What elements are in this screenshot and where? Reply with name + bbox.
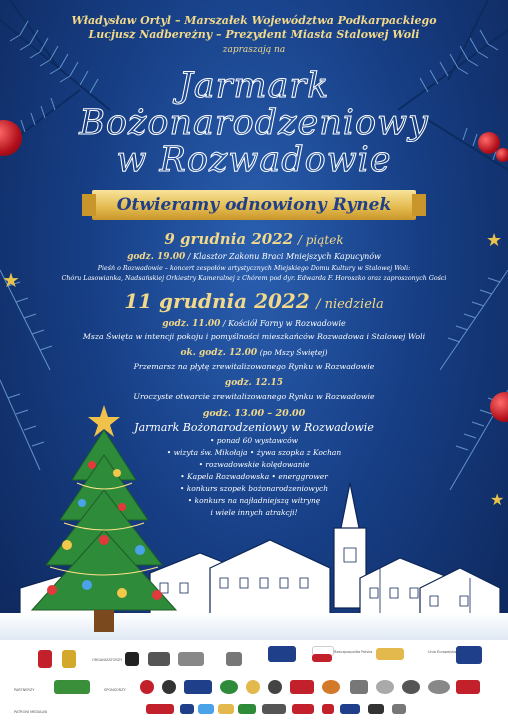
media-label: PATRONI MEDIALNI (14, 710, 48, 714)
day2-date: 11 grudnia 2022 (124, 289, 310, 313)
day2-e2-note: (po Mszy Świętej) (259, 348, 328, 357)
sponsor-logo (428, 680, 450, 694)
day1-time: godz. 19.00 (127, 252, 186, 262)
sponsor-logo (220, 680, 238, 694)
day2-event-1 (0, 319, 508, 329)
sponsor-logo (184, 680, 212, 694)
logo (148, 652, 170, 666)
day2-e3-time: godz. 12.15 (224, 378, 284, 388)
eu-text: Unia Europejska (428, 650, 457, 654)
media-logo (292, 704, 314, 714)
day1-date: 9 grudnia 2022 (164, 230, 294, 248)
day1-desc-2: Chóru Lasowianka, Nadsańskiej Orkiestry Kameralnej z Chórem pod dyr. Edwarda F. Horoszko oraz zaproszonych Gości (61, 275, 447, 282)
list-item: • wizyta św. Mikołaja • żywa szopka z Kochan (166, 448, 342, 457)
bank-logo (54, 680, 90, 694)
sponsor-logo (162, 680, 176, 694)
sponsor-logo (402, 680, 420, 694)
rp-flag-logo (312, 654, 332, 662)
day2-e1-time: godz. 11.00 (162, 319, 221, 329)
title-line-1: Jarmark (178, 66, 330, 106)
sponsor-logo (456, 680, 480, 694)
sponsor-logo (268, 680, 282, 694)
christmas-tree (22, 395, 192, 640)
hosts (0, 14, 508, 42)
host-marshal: Władysław Ortyl – Marszałek Województwa Podkarpackiego (71, 14, 437, 27)
museum-logo (178, 652, 204, 666)
day2-event-2 (0, 348, 508, 358)
ribbon-text: Otwieramy odnowiony Rynek (116, 195, 392, 215)
sponsor-logo (376, 680, 394, 694)
day1-desc-1: Pieśń o Rozwadowie – koncert zespołów artystycznych Miejskiego Domu Kultury w Stalowej Woli: (97, 265, 411, 272)
media-logo (180, 704, 194, 714)
media-logo (262, 704, 286, 714)
gold-star-icon: ★ (486, 230, 503, 251)
day2-e4-time: godz. 13.00 – 20.00 (202, 408, 306, 419)
media-logo (218, 704, 234, 714)
sponsor-logo (290, 680, 314, 694)
list-item: i wiele innych atrakcji! (210, 508, 298, 517)
list-item: • Kapela Rozwadowska • energgrower (180, 472, 328, 481)
logo (226, 652, 242, 666)
host-president: Lucjusz Nadbereżny – Prezydent Miasta Stalowej Woli (88, 28, 420, 41)
media-logo (238, 704, 256, 714)
sponsors-footer (0, 640, 508, 720)
media-logo (198, 704, 214, 714)
gold-star-icon: ★ (490, 490, 505, 509)
list-item: • ponad 60 wystawców (209, 436, 299, 445)
day2-e2-desc: Przemarsz na płytę zrewitalizowanego Rynku w Rozwadowie (133, 362, 375, 371)
day2-e1-place: / Kościół Farny w Rozwadowie (222, 319, 346, 328)
title-line-3: w Rozwadowie (116, 140, 392, 180)
coat-of-arms-logo (62, 650, 76, 668)
day1-heading (0, 230, 508, 248)
podkarpackie-logo (376, 648, 404, 660)
sponsor-logo (322, 680, 340, 694)
day2-e1-desc: Msza Święta w intencji pokoju i pomyślności mieszkańców Rozwadowa i Stalowej Woli (82, 332, 426, 341)
media-logo (146, 704, 174, 714)
day1-place: / Klasztor Zakonu Braci Mniejszych Kapucynów (187, 252, 381, 261)
media-logo (340, 704, 360, 714)
list-item: • rozwadowskie kolędowanie (198, 460, 310, 469)
ribbon-banner (92, 190, 416, 220)
rp-text: Rzeczpospolita Polska (334, 650, 373, 654)
sponsor-logo (246, 680, 260, 694)
mdk-logo (125, 652, 139, 666)
media-logo (322, 704, 334, 714)
sponsor-logo (350, 680, 368, 694)
day2-e4-title: Jarmark Bożonarodzeniowy w Rozwadowie (134, 421, 374, 434)
event-title (0, 68, 508, 179)
sponsor-logo (140, 680, 154, 694)
invite-text: zapraszają na (222, 45, 286, 55)
day2-heading (0, 289, 508, 313)
title-line-2: Bożonarodzeniowy (79, 103, 429, 143)
gold-star-icon: ★ (2, 268, 20, 292)
list-item: • konkurs szopek bożonarodzeniowych (179, 484, 329, 493)
partners-label: PARTNERZY (14, 688, 35, 692)
day1-event (0, 252, 508, 262)
sponsors-label: SPONSORZY (104, 688, 126, 692)
coat-of-arms-logo (38, 650, 52, 668)
eu-flag-logo (456, 646, 482, 664)
media-logo (392, 704, 406, 714)
day2-weekday: / niedziela (316, 297, 384, 312)
organizers-label: ORGANIZATORZY (92, 658, 123, 662)
list-item: • konkurs na najładniejszą witrynę (187, 496, 321, 505)
day2-e2-time: ok. godz. 12.00 (180, 348, 258, 358)
fe-logo (268, 646, 296, 662)
day1-weekday: / piątek (297, 233, 344, 247)
media-logo (368, 704, 384, 714)
day2-e3-desc: Uroczyste otwarcie zrewitalizowanego Rynku w Rozwadowie (133, 392, 375, 401)
